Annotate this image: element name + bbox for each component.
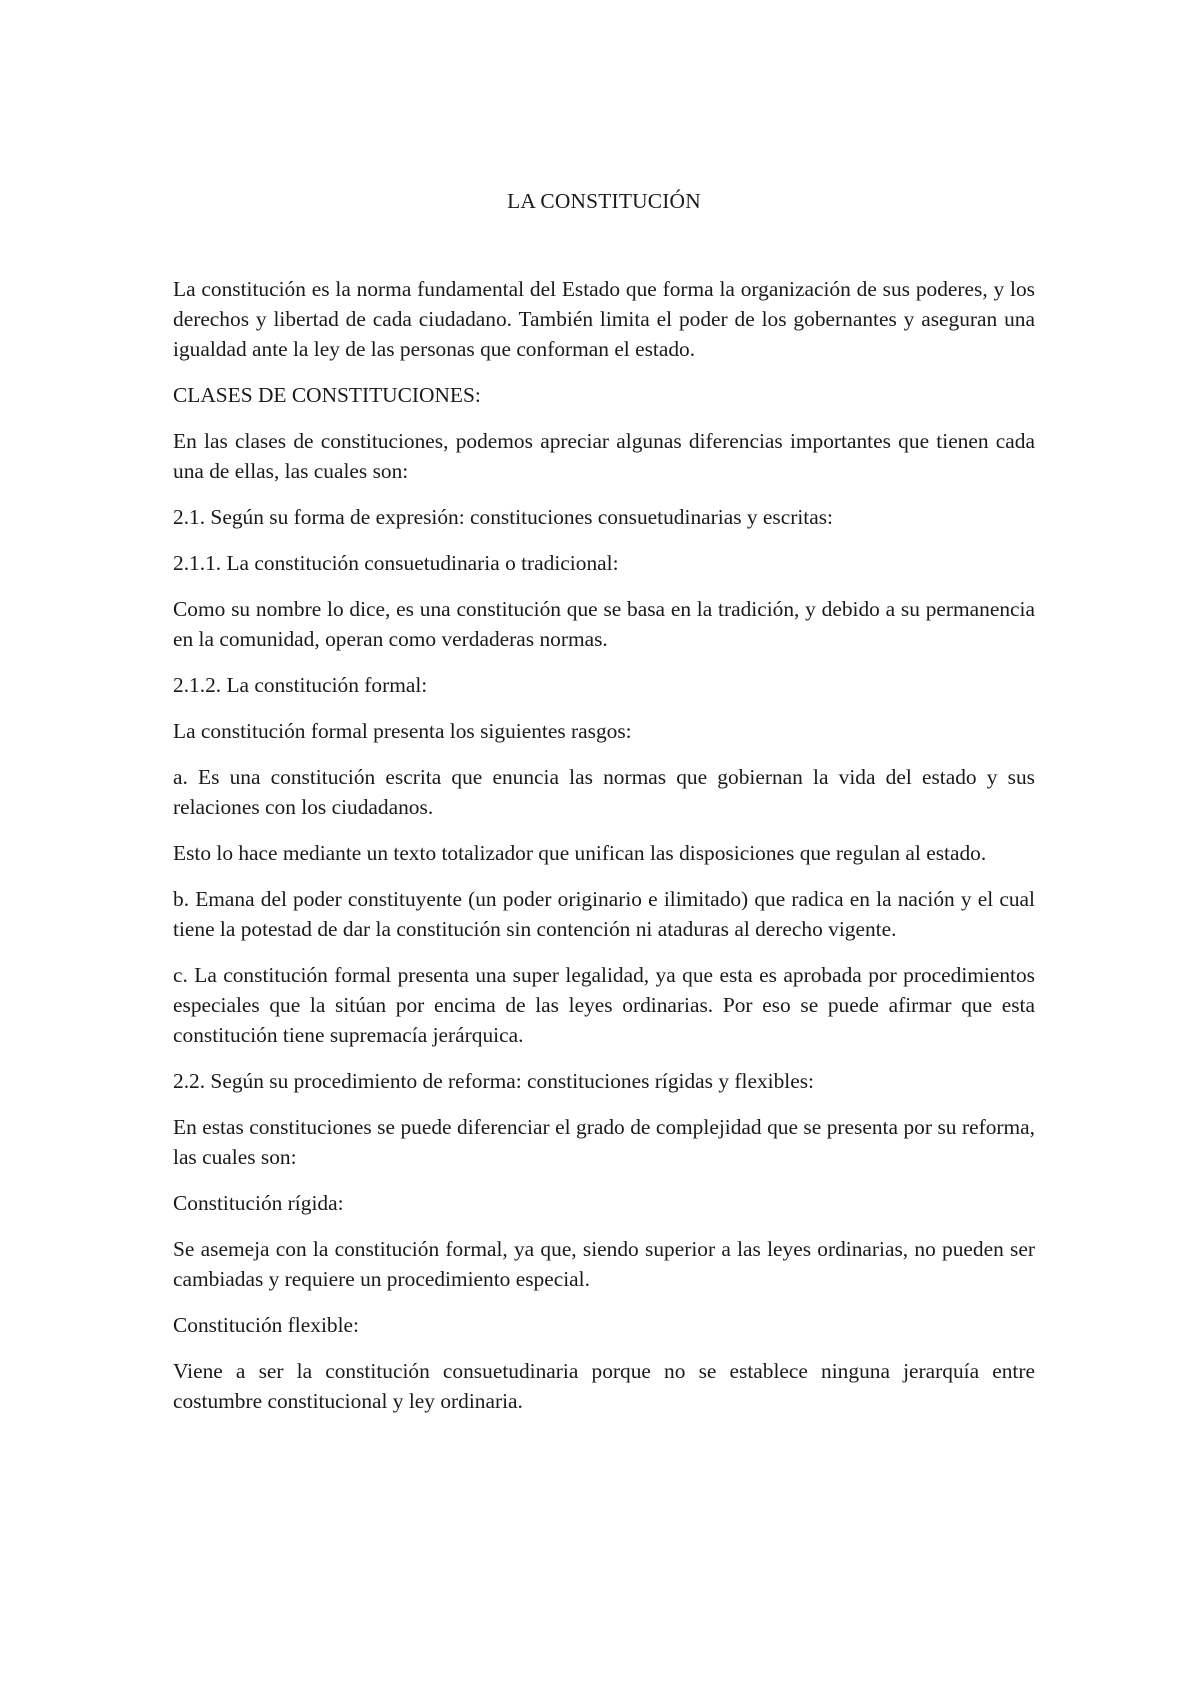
subsection-heading-2-1-2: 2.1.2. La constitución formal: [173,673,428,697]
subsection-heading-2-1: 2.1. Según su forma de expresión: constituciones consuetudinarias y escritas: [173,505,833,529]
subsection-heading-2-2: 2.2. Según su procedimiento de reforma: constituciones rígidas y flexibles: [173,1069,814,1093]
list-item-a: a. Es una constitución escrita que enuncia las normas que gobiernan la vida del estado y sus relaciones con los ciudadanos. [173,765,1035,819]
list-item-a-continuation: Esto lo hace mediante un texto totalizador que unifican las disposiciones que regulan al estado. [173,841,987,865]
consuetudinaria-paragraph: Como su nombre lo dice, es una constitución que se basa en la tradición, y debido a su permanencia en la comunidad, operan como verdaderas normas. [173,597,1035,651]
heading-rigida: Constitución rígida: [173,1191,344,1215]
subsection-heading-2-1-1: 2.1.1. La constitución consuetudinaria o tradicional: [173,551,619,575]
list-item-c: c. La constitución formal presenta una super legalidad, ya que esta es aprobada por procedimientos especiales que la sitúan por encima de las leyes ordinarias. Por eso se puede afirmar que esta constitución tiene supremacía jerárquica. [173,963,1035,1047]
section-heading-clases: CLASES DE CONSTITUCIONES: [173,383,481,407]
clases-intro-paragraph: En las clases de constituciones, podemos apreciar algunas diferencias importantes que tienen cada una de ellas, las cuales son: [173,429,1035,483]
list-item-b: b. Emana del poder constituyente (un poder originario e ilimitado) que radica en la nación y el cual tiene la potestad de dar la constitución sin contención ni ataduras al derecho vigente. [173,887,1035,941]
document-title: LA CONSTITUCIÓN [507,189,701,213]
heading-flexible: Constitución flexible: [173,1313,359,1337]
reforma-intro-paragraph: En estas constituciones se puede diferenciar el grado de complejidad que se presenta por su reforma, las cuales son: [173,1115,1035,1169]
rigida-paragraph: Se asemeja con la constitución formal, ya que, siendo superior a las leyes ordinarias, no pueden ser cambiadas y requiere un procedimiento especial. [173,1237,1035,1291]
intro-paragraph: La constitución es la norma fundamental del Estado que forma la organización de sus poderes, y los derechos y libertad de cada ciudadano. También limita el poder de los gobernantes y aseguran una igualdad ante la ley de las personas que conforman el estado. [173,277,1035,361]
document-body [173,186,1035,1432]
formal-intro-paragraph: La constitución formal presenta los siguientes rasgos: [173,719,632,743]
flexible-paragraph: Viene a ser la constitución consuetudinaria porque no se establece ninguna jerarquía entre costumbre constitucional y ley ordinaria. [173,1359,1035,1413]
